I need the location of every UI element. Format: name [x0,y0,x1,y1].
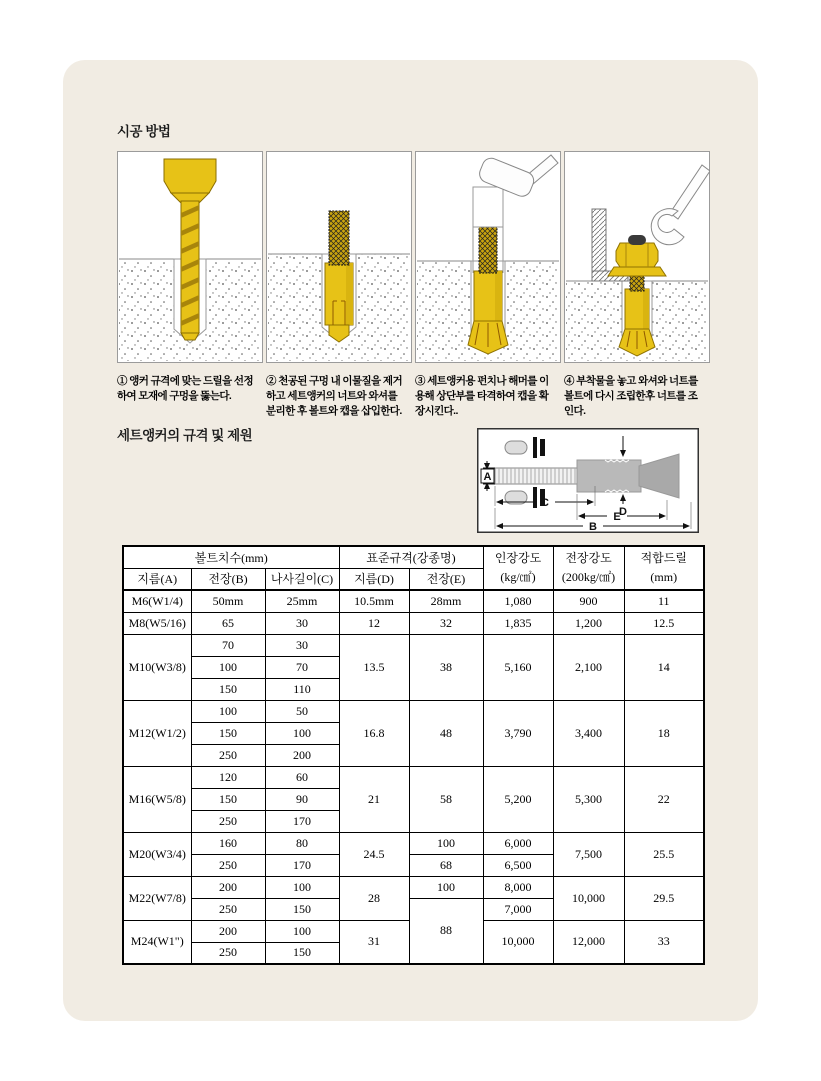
cell: 28 [339,876,409,920]
cell: 250 [191,810,265,832]
installation-step-captions [117,374,710,420]
cell: 30 [265,634,339,656]
cell: 100 [409,876,483,898]
cell: M6(W1/4) [123,590,191,612]
cell: 250 [191,898,265,920]
table-row [123,634,704,656]
table-row [123,876,704,898]
cell: 100 [265,876,339,898]
step3-hammering-illustration [415,151,561,363]
cell: 30 [265,612,339,634]
cell: 12.5 [624,612,704,634]
dim-label-d: D [619,506,627,518]
header-shear [553,546,624,590]
cell: 10.5mm [339,590,409,612]
section-title-installation: 시공 방법 [117,124,171,139]
cell: 31 [339,920,409,964]
cell: 200 [191,876,265,898]
header-len-b: 전장(B) [191,568,265,590]
cell: 5,200 [483,766,553,832]
header-drill [624,546,704,590]
cell: M24(W1") [123,920,191,964]
cell: 90 [265,788,339,810]
cell: 150 [191,788,265,810]
cell: 1,200 [553,612,624,634]
dim-label-e: E [613,511,621,523]
cell: 65 [191,612,265,634]
cell: 58 [409,766,483,832]
header-bolt-size: 볼트치수(mm) [123,546,339,568]
table-row [123,832,704,854]
cell: 33 [624,920,704,964]
cell: 70 [191,634,265,656]
dim-label-c: C [541,497,549,509]
cell: 200 [191,920,265,942]
cell: 11 [624,590,704,612]
cell: 120 [191,766,265,788]
cell: 88 [409,898,483,964]
cell: 250 [191,744,265,766]
cell: 6,500 [483,854,553,876]
step1-drilling-illustration [117,151,263,363]
table-row [123,612,704,634]
dim-label-a: A [483,471,492,483]
cell: 38 [409,634,483,700]
header-dia-a: 지름(A) [123,568,191,590]
cell: 10,000 [553,876,624,920]
cell: 1,080 [483,590,553,612]
header-shear-unit: (200kg/㎠) [561,570,616,584]
section-title-specifications: 세트앵커의 규격 및 제원 [117,428,253,443]
sleeve-icon [577,454,679,498]
cell: 22 [624,766,704,832]
cell: 200 [265,744,339,766]
cell: 100 [265,920,339,942]
cell: 21 [339,766,409,832]
cell: 7,000 [483,898,553,920]
cell: 80 [265,832,339,854]
installation-step-figures [117,151,710,363]
cell: 50 [265,700,339,722]
cell: 150 [265,942,339,964]
step2-insert-anchor-illustration [266,151,412,363]
cell: 6,000 [483,832,553,854]
cell: 8,000 [483,876,553,898]
cell: 1,835 [483,612,553,634]
header-thread-c: 나사길이(C) [265,568,339,590]
cell: 7,500 [553,832,624,876]
cell: 68 [409,854,483,876]
cell: M12(W1/2) [123,700,191,766]
caption-step-3: ③ 세트앵커용 펀치나 해머를 이용해 상단부를 타격하여 캡을 확장시킨다.. [415,375,549,418]
table-row [123,766,704,788]
cell: 5,300 [553,766,624,832]
cell: M22(W7/8) [123,876,191,920]
header-drill-title: 적합드릴 [640,550,687,565]
cell: 3,790 [483,700,553,766]
cell: 12,000 [553,920,624,964]
anchor-sleeve-icon [325,263,353,342]
cell: 150 [191,722,265,744]
header-len-e: 전장(E) [409,568,483,590]
cell: 28mm [409,590,483,612]
cell: 150 [265,898,339,920]
header-drill-unit: (mm) [650,570,678,584]
cell: 60 [265,766,339,788]
cell: M16(W5/8) [123,766,191,832]
cell: 170 [265,854,339,876]
cell: 100 [191,700,265,722]
cell: 48 [409,700,483,766]
cell: 3,400 [553,700,624,766]
anchor-dimension-diagram [477,428,699,533]
header-dia-d: 지름(D) [339,568,409,590]
cell: 50mm [191,590,265,612]
cell: 160 [191,832,265,854]
header-row-groups [123,546,704,568]
anchor-spec-table [122,545,705,965]
cell: 32 [409,612,483,634]
cell: 18 [624,700,704,766]
anchor-sleeve-expanded-icon [468,271,508,354]
table-row [123,700,704,722]
caption-step-1: ① 앵커 규격에 맞는 드릴을 선정하여 모재에 구멍을 뚫는다. [117,375,254,403]
caption-step-4: ④ 부착물을 놓고 와셔와 너트를 볼트에 다시 조립한후 너트를 조인다. [564,375,698,418]
table-row [123,590,704,612]
header-tensile-unit: (kg/㎠) [500,570,536,584]
cell: 13.5 [339,634,409,700]
cell: 29.5 [624,876,704,920]
caption-step-2: ② 천공된 구멍 내 이물질을 제거하고 세트앵커의 너트와 와셔를 분리한 후 볼트와 캡을 삽입한다. [266,375,403,418]
dim-label-b: B [589,521,597,533]
cell: M10(W3/8) [123,634,191,700]
cell: 25.5 [624,832,704,876]
header-standard: 표준규격(강종명) [339,546,483,568]
cell: 10,000 [483,920,553,964]
cell: 100 [265,722,339,744]
threaded-bolt-icon [479,227,497,273]
cell: 150 [191,678,265,700]
threaded-bolt-icon [329,211,349,265]
cell: M8(W5/16) [123,612,191,634]
header-shear-title: 전장강도 [565,550,612,565]
cell: 250 [191,942,265,964]
cell: 5,160 [483,634,553,700]
cell: 16.8 [339,700,409,766]
washer-icon [608,267,666,276]
cell: 900 [553,590,624,612]
cell: 14 [624,634,704,700]
cell: 170 [265,810,339,832]
cell: 110 [265,678,339,700]
cell: 24.5 [339,832,409,876]
header-tensile [483,546,553,590]
cell: M20(W3/4) [123,832,191,876]
header-tensile-title: 인장강도 [494,550,542,565]
step4-tightening-illustration [564,151,710,363]
cell: 2,100 [553,634,624,700]
cell: 12 [339,612,409,634]
cell: 70 [265,656,339,678]
spec-table-container [122,545,705,965]
cell: 25mm [265,590,339,612]
content-panel [63,60,758,1021]
cell: 100 [409,832,483,854]
cell: 100 [191,656,265,678]
cell: 250 [191,854,265,876]
